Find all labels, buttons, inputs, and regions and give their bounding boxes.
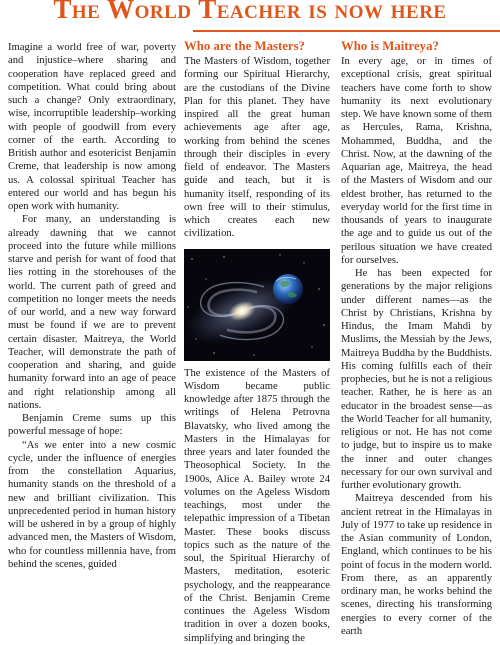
maitreya-paragraph: In every age, or in times of exceptional crisis, great spiritual teachers have come forth to show humanity its next evolutionary step. We have known some of them as Hercules, Rama, Krishna, Mohammed, Buddha, and the Christ. Now, at the dawning of the Aquarian age, Maitreya, the head of the Masters of Wisdom and our eldest brother, has returned to the everyday world for the first time in thousands of years to inaugurate the age and to guide us out of the perilous situation we have created for ourselves. — [341, 56, 492, 266]
column-maitreya — [341, 39, 492, 638]
galaxy-illustration — [184, 249, 330, 361]
maitreya-heading: Who is Maitreya? — [341, 39, 439, 53]
intro-paragraph: Benjamin Creme sums up this powerful message of hope: — [8, 413, 176, 438]
masters-heading: Who are the Masters? — [184, 39, 305, 53]
column-masters — [184, 39, 330, 645]
page-title: The World Teacher is now here — [53, 0, 447, 24]
masters-paragraph: The Masters of Wisdom, together forming our Spiritual Hierarchy, are the custodians of the Divine Plan for this planet. They have inspired all the great human achievements age after age, working from behind the scenes through their disciples in every field of endeavor. The Masters guide and teach, but it is humanity itself, responding of its own free will to their stimulus, which creates each new civilization. — [184, 56, 330, 240]
column-intro — [8, 41, 176, 571]
quote-paragraph: “As we enter into a new cosmic cycle, under the influence of energies from the constellation Aquarius, humanity stands on the threshold of a new and brilliant civilization. This unprecedented period in human history will be ushered in by a group of highly advanced men, the Masters of Wisdom, who for countless millennia have, from behind the scenes, guided — [8, 439, 176, 570]
intro-paragraph: For many, an understanding is already dawning that we cannot proceed into the future while millions starve and perish for want of food that lies rotting in the storehouses of the world. The current path of greed and competition no longer meets the needs of our world, and a new way forward must be found if we are to prevent certain disaster. Maitreya, the World Teacher, will demonstrate the path of cooperation and sharing, and guide humanity forward into an age of peace and right relationship among all nations. — [8, 214, 176, 411]
masters-paragraph: The existence of the Masters of Wisdom became public knowledge after 1875 through the writings of Helena Petrovna Blavatsky, who lived among the Masters in the Himalayas for three years and later founded the Theosophical Society. In the 1900s, Alice A. Bailey wrote 24 volumes on the Ageless Wisdom teachings, most under the telepathic impression of a Tibetan Master. These books discuss topics such as the nature of the soul, the Spiritual Hierarchy of Masters, meditation, esoteric psychology, and the reappearance of the Christ. Benjamin Creme continues the Ageless Wisdom tradition in over a dozen books, simplifying and bringing the — [184, 367, 330, 644]
maitreya-paragraph: Maitreya descended from his ancient retreat in the Himalayas in July of 1977 to take up residence in the Asian community of London, England, which continues to be his point of focus in the modern world. From there, as an apparently ordinary man, he works behind the scenes, directing his transforming energies to every corner of the earth — [341, 493, 492, 637]
intro-paragraph: Imagine a world free of war, poverty and injustice–where sharing and cooperation have replaced greed and competition. What could bring about such a change? Only extraordinary, wise, incorruptible leadership–working with people of goodwill from every corner of the earth. According to British author and esotericist Benjamin Creme, that leadership is now among us. A colossal spiritual Teacher has entered our world and has begun his open work with humanity. — [8, 42, 176, 212]
title-underline — [193, 30, 500, 32]
galaxy-earth-image — [184, 249, 330, 361]
maitreya-paragraph: He has been expected for generations by the major religions under different names—as the Christ by Christians, Krishna by Hindus, the Imam Mahdi by Muslims, the Messiah by the Jews, Maitreya Buddha by the Buddhists. His coming fulfills each of their prophecies, but he is not a religious teacher. Rather, he is here as an educator in the broadest sense—as the World Teacher for all humanity, religious or not. He has not come to judge, but to inspire us to make the inner and outer changes necessary for our own survival and further evolutionary growth. — [341, 268, 492, 491]
